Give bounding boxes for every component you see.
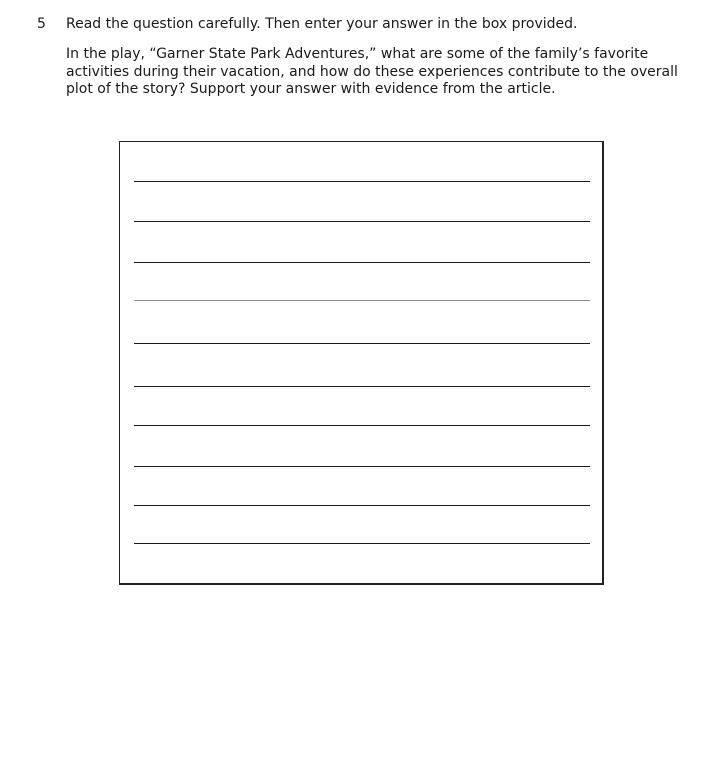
question-number: 5: [37, 16, 46, 32]
question-prompt: In the play, “Garner State Park Adventures,” what are some of the family’s favorite activities during their vacation, and how do these experiences contribute to the overall plot of the story? Support your answer with evidence from the article.: [66, 46, 678, 97]
answer-line: [134, 181, 590, 182]
answer-line: [134, 386, 590, 387]
answer-box[interactable]: [119, 141, 604, 585]
answer-line: [134, 221, 590, 222]
answer-line: [134, 425, 590, 426]
answer-line: [134, 300, 590, 301]
question-instruction: Read the question carefully. Then enter your answer in the box provided.: [66, 16, 578, 32]
answer-line: [134, 505, 590, 506]
answer-line: [134, 343, 590, 344]
answer-line: [134, 466, 590, 467]
answer-line: [134, 543, 590, 544]
answer-line: [134, 262, 590, 263]
